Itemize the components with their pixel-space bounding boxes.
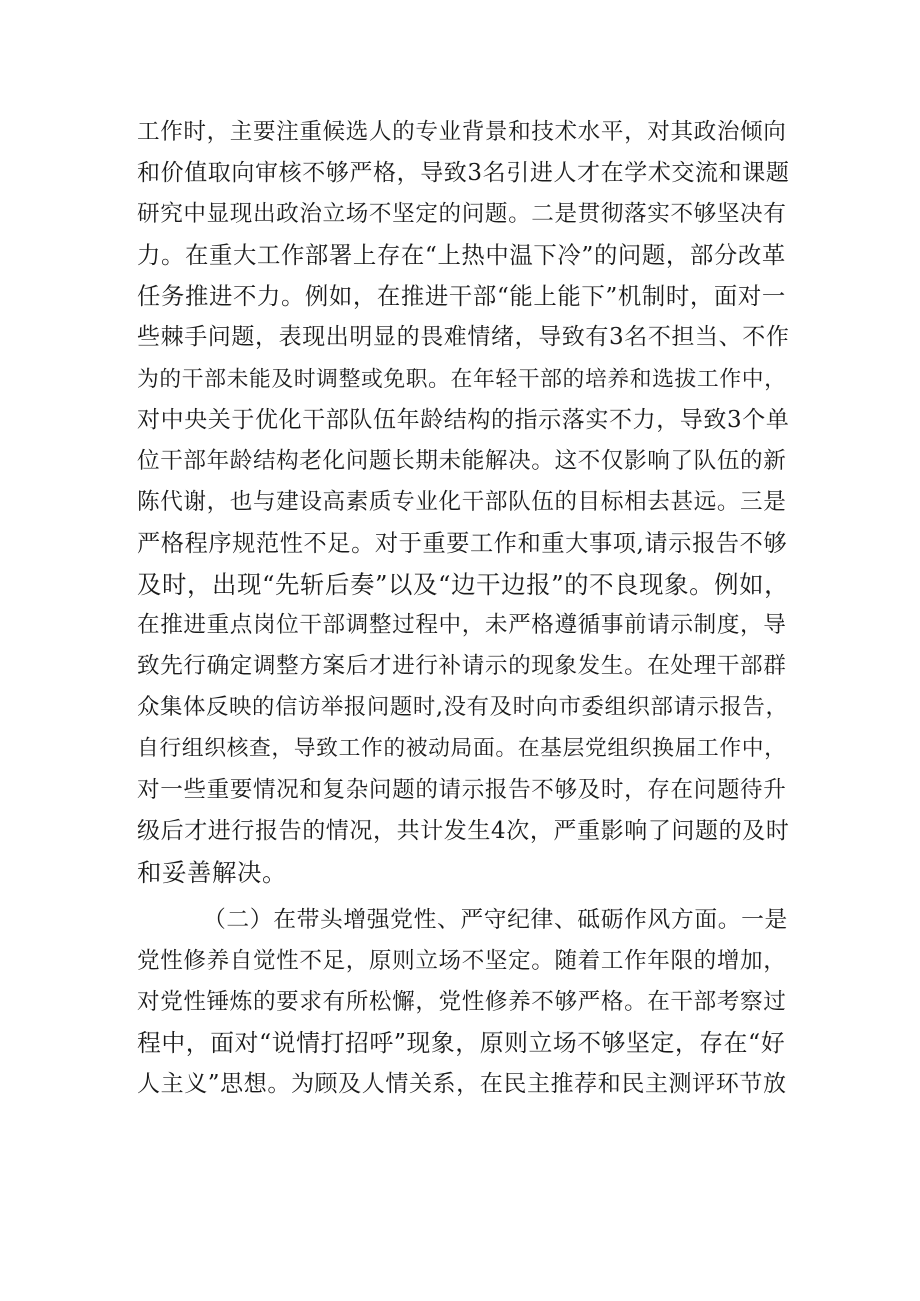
paragraph-spacer xyxy=(137,893,787,900)
text-line: 和妥善解决。 xyxy=(137,857,287,887)
text-line: 位干部年龄结构老化问题长期未能解决。这不仅影响了队伍的新 xyxy=(137,447,787,474)
text-line: 陈代谢，也与建设高素质专业化干部队伍的目标相去甚远。三是 xyxy=(137,488,787,515)
text-line: 研究中显现出政治立场不坚定的问题。二是贯彻落实不够坚决有 xyxy=(137,201,787,228)
text-line: 对中央关于优化干部队伍年龄结构的指示落实不力，导致3个单 xyxy=(137,406,790,433)
text-line: 人主义”思想。为顾及人情关系，在民主推荐和民主测评环节放 xyxy=(137,1071,787,1098)
text-line: 对党性锤炼的要求有所松懈，党性修养不够严格。在干部考察过 xyxy=(137,988,787,1015)
text-line: 致先行确定调整方案后才进行补请示的现象发生。在处理干部群 xyxy=(137,653,787,680)
text-line: 些棘手问题，表现出明显的畏难情绪，导致有3名不担当、不作 xyxy=(137,324,790,351)
text-line: 级后才进行报告的情况，共计发生4次，严重影响了问题的及时 xyxy=(137,817,790,844)
text-line: 自行组织核查，导致工作的被动局面。在基层党组织换届工作中， xyxy=(137,736,787,762)
paragraph-2 xyxy=(137,900,787,1105)
text-line: 对一些重要情况和复杂问题的请示报告不够及时，存在问题待升 xyxy=(137,776,787,803)
text-line: 和价值取向审核不够严格，导致3名引进人才在学术交流和课题 xyxy=(137,160,790,187)
text-line: 力。在重大工作部署上存在“上热中温下冷”的问题，部分改革 xyxy=(137,241,786,270)
text-line: 党性修养自觉性不足，原则立场不坚定。随着工作年限的增加， xyxy=(137,947,787,974)
text-line: 众集体反映的信访举报问题时,没有及时向市委组织部请示报告， xyxy=(137,694,789,721)
text-line: 工作时，主要注重候选人的专业背景和技术水平，对其政治倾向 xyxy=(137,119,787,145)
paragraph-1 xyxy=(137,112,790,893)
text-line: 程中，面对“说情打招呼”现象，原则立场不够坚定，存在“好 xyxy=(137,1029,786,1058)
text-line: 任务推进不力。例如，在推进干部“能上能下”机制时，面对一 xyxy=(137,282,786,311)
document-body xyxy=(137,112,790,1105)
text-line: 为的干部未能及时调整或免职。在年轻干部的培养和选拔工作中， xyxy=(137,366,787,392)
text-line: 在推进重点岗位干部调整过程中，未严格遵循事前请示制度，导 xyxy=(137,612,787,639)
text-line: 及时，出现“先斩后奏”以及“边干边报”的不良现象。例如， xyxy=(137,570,790,600)
text-line: 严格程序规范性不足。对于重要工作和重大事项,请示报告不够 xyxy=(137,529,788,557)
section-heading-line: （二）在带头增强党性、严守纪律、砥砺作风方面。一是 xyxy=(203,906,788,933)
